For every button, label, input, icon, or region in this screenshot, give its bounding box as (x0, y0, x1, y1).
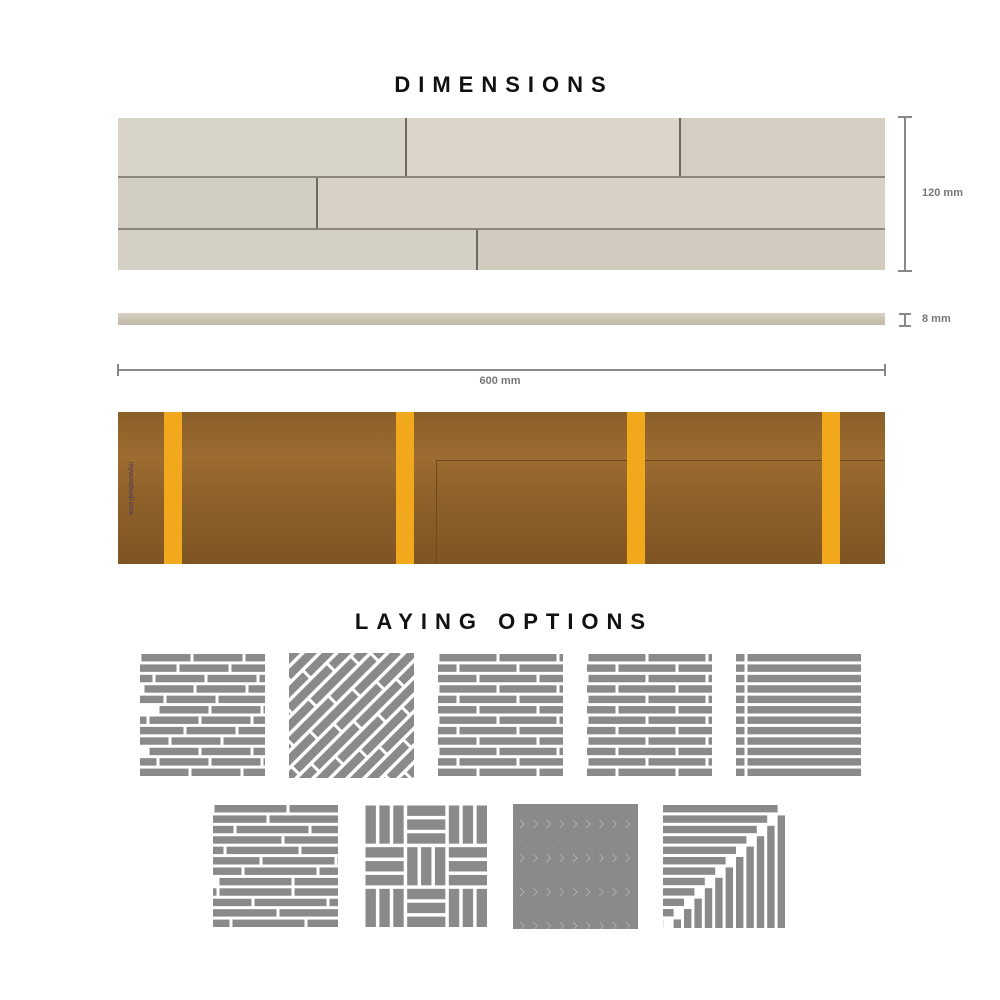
pattern-plank (619, 727, 676, 734)
pattern-plank (244, 769, 266, 776)
pattern-plank (540, 675, 564, 682)
pattern-plank (560, 748, 564, 755)
pattern-plank (366, 889, 376, 927)
pattern-plank (421, 847, 431, 885)
pattern-plank (254, 748, 266, 755)
pattern-plank (187, 727, 236, 734)
pattern-plank (438, 758, 457, 765)
dimensions-heading: DIMENSIONS (394, 72, 614, 97)
pattern-straight-icon (736, 653, 861, 778)
pattern-plank (709, 675, 713, 682)
pattern-plank (213, 888, 217, 895)
pattern-plank (438, 727, 457, 734)
pattern-plank (619, 769, 676, 776)
pattern-plank (393, 889, 403, 927)
pattern-plank (736, 675, 745, 682)
pattern-plank (438, 664, 457, 671)
pattern-plank (197, 685, 246, 692)
pattern-plank (312, 826, 339, 833)
pattern-plank (233, 920, 305, 927)
pattern-plank (438, 769, 477, 776)
pattern-plank (477, 889, 487, 927)
pattern-plank (679, 769, 713, 776)
brand-watermark: mywoodwall.com (127, 461, 135, 515)
adhesive-tape-strip (822, 412, 840, 564)
pattern-plank (140, 717, 147, 724)
pattern-plank (694, 899, 701, 928)
pattern-plank (726, 867, 733, 928)
pattern-plank (438, 696, 457, 703)
pattern-plank (663, 878, 705, 885)
pattern-plank (649, 758, 706, 765)
pattern-plank (254, 717, 266, 724)
pattern-plank (213, 857, 260, 864)
back-plank-seam (436, 460, 885, 564)
pattern-plank (407, 917, 445, 927)
pattern-plank (619, 748, 676, 755)
pattern-plank (407, 847, 417, 885)
pattern-plank (748, 758, 862, 765)
pattern-plank (649, 696, 706, 703)
pattern-plank (366, 806, 376, 844)
pattern-plank (500, 717, 557, 724)
pattern-plank (587, 685, 616, 692)
pattern-plank (748, 769, 862, 776)
pattern-plank (213, 836, 282, 843)
pattern-plank (480, 706, 537, 713)
pattern-plank (156, 675, 205, 682)
pattern-plank (587, 706, 616, 713)
pattern-plank (587, 769, 616, 776)
pattern-plank (460, 664, 517, 671)
plank (405, 118, 681, 176)
pattern-plank (767, 826, 774, 928)
pattern-plank (212, 706, 261, 713)
pattern-plank (407, 889, 445, 899)
pattern-plank (320, 868, 339, 875)
pattern-plank (540, 737, 564, 744)
pattern-plank (736, 727, 745, 734)
pattern-plank (150, 717, 199, 724)
pattern-plank (172, 737, 221, 744)
pattern-plank (180, 664, 229, 671)
pattern-plank (715, 878, 722, 928)
pattern-plank (227, 847, 299, 854)
pattern-plank (477, 806, 487, 844)
pattern-plank (748, 737, 862, 744)
pattern-plank (192, 769, 241, 776)
pattern-plank (619, 706, 676, 713)
pattern-plank (587, 748, 616, 755)
pattern-plank (663, 815, 767, 822)
pattern-plank (663, 888, 694, 895)
pattern-plank (449, 806, 459, 844)
panel-edge (118, 313, 885, 325)
pattern-plank (295, 878, 339, 885)
pattern-plank (393, 806, 403, 844)
pattern-plank (684, 909, 691, 928)
pattern-plank (736, 769, 745, 776)
pattern-plank (560, 717, 564, 724)
pattern-plank (663, 867, 715, 874)
pattern-plank (520, 696, 564, 703)
pattern-plank (736, 737, 745, 744)
pattern-plank (220, 878, 292, 885)
pattern-frame-icon (662, 804, 787, 929)
adhesive-tape-strip (396, 412, 414, 564)
plank (316, 178, 885, 230)
pattern-plank (237, 826, 309, 833)
pattern-herringbone-icon (513, 804, 638, 929)
pattern-plank (589, 717, 646, 724)
pattern-plank (407, 819, 445, 829)
pattern-plank (449, 847, 487, 857)
pattern-plank (736, 664, 745, 671)
pattern-plank (589, 654, 646, 661)
pattern-plank (736, 717, 745, 724)
panel-front-face (118, 118, 885, 270)
pattern-plank (302, 847, 339, 854)
pattern-plank (589, 737, 646, 744)
pattern-plank (679, 748, 713, 755)
pattern-plank (213, 847, 224, 854)
pattern-plank (263, 857, 335, 864)
pattern-plank (520, 727, 564, 734)
thickness-dimension-line (895, 312, 915, 328)
pattern-plank (295, 888, 339, 895)
pattern-plank (280, 909, 339, 916)
pattern-plank (748, 717, 862, 724)
pattern-plank (560, 654, 564, 661)
pattern-plank (674, 919, 681, 928)
plank-row (118, 176, 885, 230)
pattern-plank (140, 769, 189, 776)
pattern-plank (213, 868, 242, 875)
pattern-plank (140, 675, 153, 682)
pattern-plank (202, 717, 251, 724)
plank-row (118, 228, 885, 270)
pattern-plank (587, 664, 616, 671)
height-dimension-line (895, 116, 915, 272)
pattern-plank (264, 706, 266, 713)
pattern-plank (748, 664, 862, 671)
pattern-plank (208, 675, 257, 682)
pattern-plank (167, 696, 216, 703)
pattern-plank (709, 717, 713, 724)
pattern-plank (679, 685, 713, 692)
pattern-third-offset-icon (438, 653, 563, 778)
pattern-plank (589, 758, 646, 765)
pattern-plank (748, 727, 862, 734)
pattern-plank (619, 685, 676, 692)
pattern-plank (589, 696, 646, 703)
pattern-plank (748, 748, 862, 755)
laying-options-heading: LAYING OPTIONS (354, 609, 654, 634)
pattern-plank (440, 748, 497, 755)
plank (679, 118, 885, 176)
pattern-plank (249, 685, 266, 692)
pattern-plank (500, 748, 557, 755)
pattern-plank (260, 675, 266, 682)
thickness-label: 8 mm (922, 313, 951, 325)
length-label: 600 mm (479, 375, 521, 387)
pattern-plank (289, 769, 297, 778)
pattern-plank (587, 727, 616, 734)
pattern-plank (663, 847, 736, 854)
pattern-half-offset-icon (587, 653, 712, 778)
pattern-plank (663, 909, 674, 916)
pattern-plank (366, 875, 404, 885)
pattern-plank (757, 836, 764, 928)
pattern-random-offset-icon (140, 653, 265, 778)
pattern-plank (480, 769, 537, 776)
pattern-plank (407, 806, 445, 816)
pattern-plank (290, 805, 339, 812)
pattern-plank (736, 706, 745, 713)
pattern-plank (500, 685, 557, 692)
plank (118, 178, 316, 230)
pattern-plank (449, 889, 459, 927)
pattern-plank (649, 737, 706, 744)
pattern-plank (308, 920, 339, 927)
pattern-plank (232, 664, 266, 671)
pattern-plank (778, 815, 785, 928)
pattern-plank (460, 758, 517, 765)
pattern-plank (213, 826, 234, 833)
pattern-plank (520, 664, 564, 671)
pattern-plank (140, 758, 157, 765)
pattern-plank (379, 889, 389, 927)
pattern-plank (160, 758, 209, 765)
pattern-plank (663, 826, 757, 833)
pattern-plank (480, 737, 537, 744)
pattern-plank (589, 675, 646, 682)
pattern-plank (366, 861, 404, 871)
pattern-plank (748, 675, 862, 682)
pattern-plank (213, 920, 230, 927)
pattern-plank (748, 696, 862, 703)
pattern-plank (140, 727, 184, 734)
pattern-plank (709, 696, 713, 703)
pattern-plank (709, 737, 713, 744)
pattern-plank (145, 685, 194, 692)
pattern-plank (748, 654, 862, 661)
pattern-plank (748, 706, 862, 713)
pattern-plank (219, 696, 266, 703)
pattern-plank (330, 899, 339, 906)
adhesive-tape-strip (627, 412, 645, 564)
pattern-plank (246, 654, 266, 661)
pattern-plank (440, 654, 497, 661)
pattern-plank (194, 654, 243, 661)
pattern-plank (679, 727, 713, 734)
plank-row (118, 118, 885, 176)
pattern-plank (705, 888, 712, 928)
pattern-plank (213, 899, 252, 906)
pattern-plank (255, 899, 327, 906)
pattern-plank (540, 769, 564, 776)
pattern-plank (435, 847, 445, 885)
pattern-plank (215, 805, 287, 812)
pattern-plank (460, 727, 517, 734)
pattern-plank (463, 806, 473, 844)
pattern-plank (338, 857, 339, 864)
pattern-random-offset-2-icon (213, 804, 338, 929)
pattern-plank (449, 861, 487, 871)
pattern-plank (285, 836, 339, 843)
pattern-plank (649, 654, 706, 661)
pattern-plank (736, 857, 743, 928)
pattern-plank (663, 805, 778, 812)
pattern-plank (748, 685, 862, 692)
plank (476, 230, 885, 270)
pattern-plank (736, 696, 745, 703)
pattern-plank (264, 758, 266, 765)
pattern-plank (140, 737, 169, 744)
pattern-plank (679, 706, 713, 713)
pattern-plank (407, 833, 445, 843)
pattern-plank (560, 685, 564, 692)
pattern-plank (500, 654, 557, 661)
pattern-plank (438, 675, 477, 682)
pattern-plank (520, 758, 564, 765)
pattern-plank (460, 696, 517, 703)
pattern-plank (440, 685, 497, 692)
pattern-plank (407, 903, 445, 913)
pattern-plank (213, 909, 277, 916)
pattern-plank (140, 664, 177, 671)
pattern-plank (245, 868, 317, 875)
pattern-plank (142, 654, 191, 661)
pattern-plank (379, 806, 389, 844)
pattern-plank (463, 889, 473, 927)
pattern-diagonal-icon (289, 653, 414, 778)
pattern-plank (270, 815, 339, 822)
pattern-plank (480, 675, 537, 682)
pattern-plank (224, 737, 266, 744)
pattern-plank (736, 654, 745, 661)
pattern-plank (220, 888, 292, 895)
plank (118, 118, 405, 176)
pattern-plank (679, 664, 713, 671)
pattern-plank (736, 685, 745, 692)
pattern-plank (140, 696, 164, 703)
pattern-plank (663, 857, 726, 864)
pattern-plank (438, 737, 477, 744)
pattern-plank (663, 899, 684, 906)
plank (118, 230, 476, 270)
pattern-plank (202, 748, 251, 755)
pattern-plank (746, 847, 753, 928)
pattern-plank (213, 815, 267, 822)
pattern-plank (709, 654, 713, 661)
pattern-plank (709, 758, 713, 765)
pattern-plank (438, 706, 477, 713)
pattern-plank (150, 748, 199, 755)
panel-back-face (118, 412, 885, 564)
pattern-basketweave-icon (364, 804, 489, 929)
pattern-plank (540, 706, 564, 713)
pattern-plank (160, 706, 209, 713)
pattern-plank (366, 847, 404, 857)
pattern-plank (449, 875, 487, 885)
pattern-plank (440, 717, 497, 724)
pattern-plank (663, 836, 746, 843)
height-label: 120 mm (922, 187, 963, 199)
pattern-plank (736, 758, 745, 765)
pattern-plank (649, 675, 706, 682)
pattern-plank (736, 748, 745, 755)
pattern-plank (619, 664, 676, 671)
pattern-plank (212, 758, 261, 765)
pattern-plank (239, 727, 266, 734)
pattern-plank (649, 717, 706, 724)
adhesive-tape-strip (164, 412, 182, 564)
